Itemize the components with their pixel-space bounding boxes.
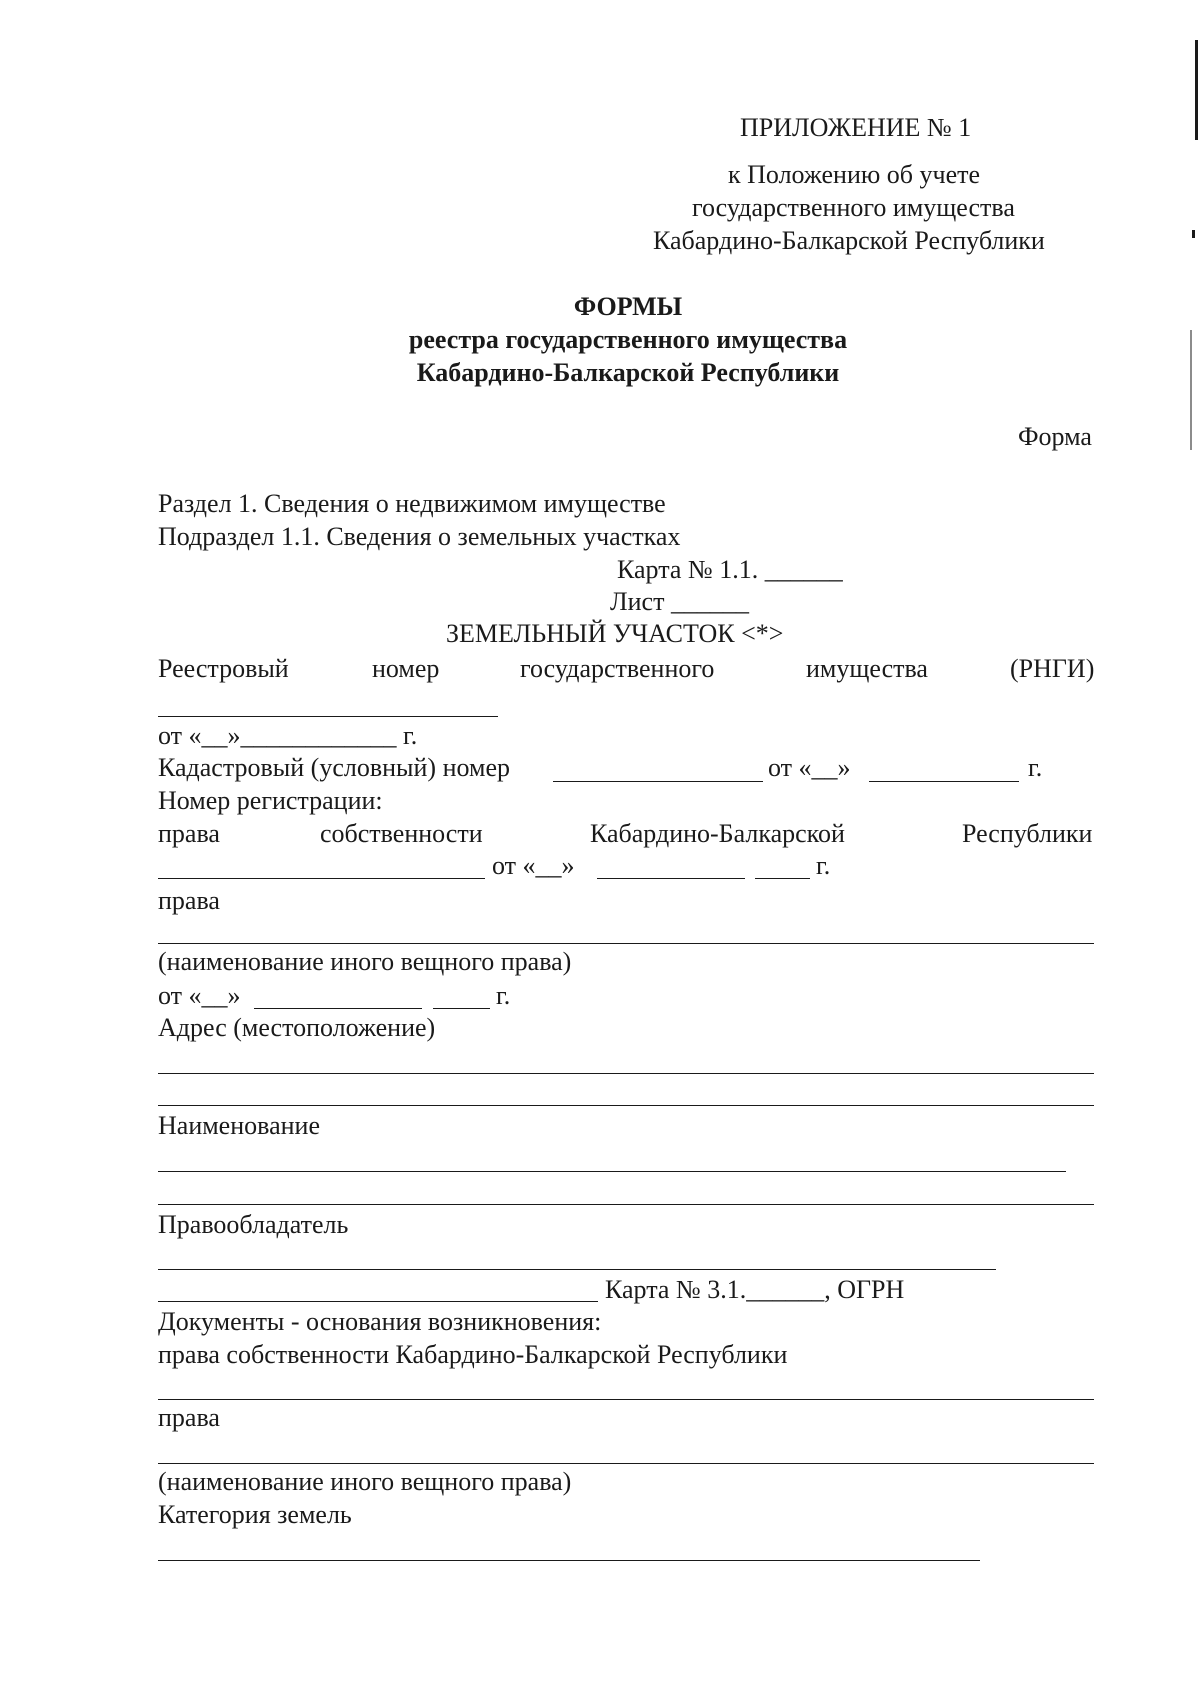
right-label: права: [158, 886, 220, 915]
registry-number-field: [158, 716, 498, 717]
address-field-2: [158, 1105, 1094, 1106]
appendix-line-3: Кабардино-Балкарской Республики: [653, 226, 1045, 255]
subsection-title: Подраздел 1.1. Сведения о земельных участках: [158, 522, 681, 551]
heading-subtitle-1: реестра государственного имущества: [408, 325, 848, 354]
ownership-word-3: Кабардино-Балкарской: [590, 819, 845, 848]
registry-word-2: номер: [372, 654, 440, 683]
name-field-1: [158, 1171, 1066, 1172]
registry-date: от «__»____________ г.: [158, 721, 418, 750]
cadastral-date-field: [869, 781, 1019, 782]
section-title: Раздел 1. Сведения о недвижимом имуществе: [158, 489, 666, 518]
registry-word-4: имущества: [806, 654, 928, 683]
ownership-word-2: собственности: [320, 819, 483, 848]
scan-edge-mark: [1192, 230, 1195, 238]
right-field: [158, 943, 1094, 944]
holder-field-2: [158, 1301, 598, 1302]
holder-card: Карта № 3.1.______, ОГРН: [605, 1275, 905, 1304]
documents-ownership-field: [158, 1399, 1094, 1400]
ownership-from: от «__»: [492, 851, 575, 880]
holder-field-1: [158, 1269, 996, 1270]
address-label: Адрес (местоположение): [158, 1013, 436, 1042]
heading-title: ФОРМЫ: [573, 292, 683, 321]
right-date-year: г.: [496, 981, 511, 1010]
land-category-label: Категория земель: [158, 1500, 352, 1529]
address-field-1: [158, 1073, 1094, 1074]
object-title: ЗЕМЕЛЬНЫЙ УЧАСТОК <*>: [446, 619, 784, 648]
registry-word-1: Реестровый: [158, 654, 289, 683]
cadastral-year: г.: [1028, 753, 1043, 782]
scan-edge-mark: [1195, 40, 1198, 140]
ownership-word-1: права: [158, 819, 220, 848]
documents-ownership: права собственности Кабардино-Балкарской Республики: [158, 1340, 788, 1369]
documents-label: Документы - основания возникновения:: [158, 1307, 602, 1336]
ownership-date-field: [597, 878, 745, 879]
documents-right-label: права: [158, 1403, 220, 1432]
other-right-caption: (наименование иного вещного права): [158, 947, 572, 976]
ownership-year: г.: [816, 851, 831, 880]
right-date-from: от «__»: [158, 981, 241, 1010]
name-field-2: [158, 1204, 1094, 1205]
sheet-number: Лист ______: [610, 587, 749, 616]
registry-word-5: (РНГИ): [1010, 654, 1095, 683]
ownership-year-field: [755, 878, 810, 879]
right-date-field: [254, 1008, 422, 1009]
ownership-number-field: [158, 878, 485, 879]
appendix-line-2: государственного имущества: [692, 193, 1015, 222]
right-year-field: [433, 1008, 490, 1009]
form-label: Форма: [1018, 422, 1092, 451]
name-label: Наименование: [158, 1111, 320, 1140]
cadastral-label: Кадастровый (условный) номер: [158, 753, 511, 782]
registry-word-3: государственного: [520, 654, 715, 683]
card-number: Карта № 1.1. ______: [617, 555, 843, 584]
documents-right-field: [158, 1463, 1094, 1464]
cadastral-from: от «__»: [768, 753, 851, 782]
registration-label: Номер регистрации:: [158, 786, 383, 815]
appendix-line-1: к Положению об учете: [728, 160, 981, 189]
cadastral-number-field: [553, 781, 763, 782]
appendix-title: ПРИЛОЖЕНИЕ № 1: [740, 113, 972, 142]
holder-label: Правообладатель: [158, 1210, 349, 1239]
documents-other-right-caption: (наименование иного вещного права): [158, 1467, 572, 1496]
land-category-field: [158, 1560, 980, 1561]
ownership-word-4: Республики: [962, 819, 1093, 848]
heading-subtitle-2: Кабардино-Балкарской Республики: [416, 358, 840, 387]
